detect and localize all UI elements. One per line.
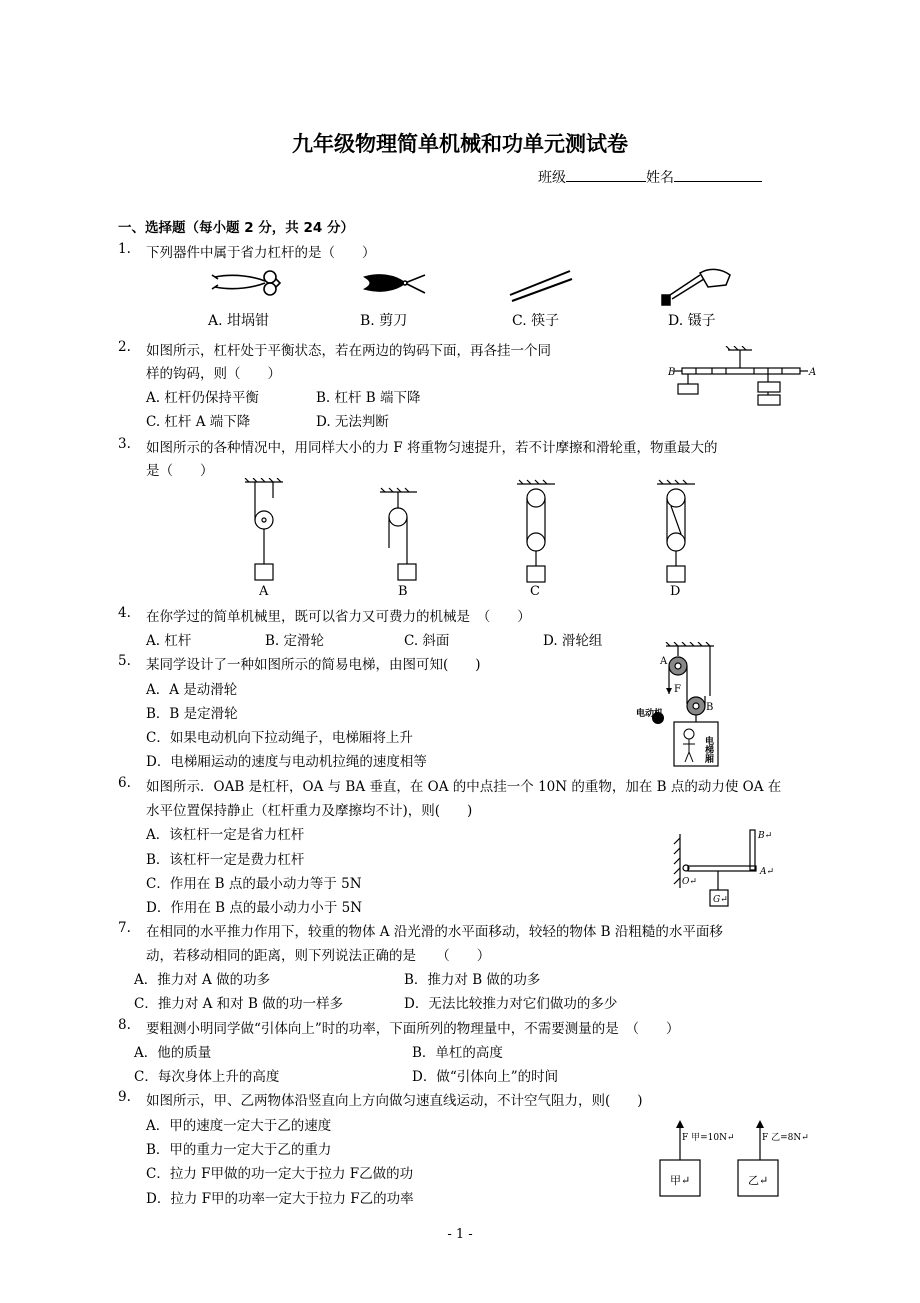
q6-opt-c[interactable]: C．作用在 B 点的最小动力等于 5N (146, 876, 362, 892)
scissors-icon (365, 275, 425, 293)
q7-line2: 动，若移动相同的距离，则下列说法正确的是 （ ） (146, 948, 491, 964)
q3-label-c: C (530, 584, 540, 598)
q8-number: 8. (118, 1017, 131, 1033)
name-label: 姓名 (646, 170, 674, 186)
q5-label-b: B (706, 702, 714, 713)
q6-line1: 如图所示．OAB 是杠杆，OA 与 BA 垂直，在 OA 的中点挂一个 10N 的重物，加在 B 点的动力使 OA 在 (146, 779, 782, 795)
q6-opt-b[interactable]: B．该杠杆一定是费力杠杆 (146, 852, 305, 868)
q9-opt-a[interactable]: A．甲的速度一定大于乙的速度 (146, 1118, 332, 1134)
q9-opt-d[interactable]: D．拉力 F甲的功率一定大于拉力 F乙的功率 (146, 1191, 414, 1207)
q4-opt-a[interactable]: A. 杠杆 (146, 633, 192, 649)
q8-opt-b[interactable]: B．单杠的高度 (412, 1045, 503, 1061)
q2-opt-b[interactable]: B. 杠杆 B 端下降 (316, 390, 421, 406)
page-number: - 1 - (447, 1227, 473, 1242)
chopsticks-icon (510, 271, 572, 301)
q3-line1: 如图所示的各种情况中，用同样大小的力 F 将重物匀速提升，若不计摩擦和滑轮重，物重最大的 (146, 440, 718, 456)
tweezers-icon (662, 269, 730, 305)
q2-line1: 如图所示，杠杆处于平衡状态，若在两边的钩码下面，再各挂一个同 (146, 343, 551, 359)
q1-caption-b: B. 剪刀 (360, 313, 408, 329)
q9-opt-c[interactable]: C．拉力 F甲做的功一定大于拉力 F乙做的功 (146, 1166, 414, 1182)
q4-opt-b[interactable]: B. 定滑轮 (265, 633, 325, 649)
q6-label-a: A↵ (760, 867, 775, 877)
q5-opt-c[interactable]: C．如果电动机向下拉动绳子，电梯厢将上升 (146, 730, 413, 746)
q9-number: 9. (118, 1089, 131, 1105)
q6-label-b: B↵ (758, 831, 773, 841)
q7-line1: 在相同的水平推力作用下，较重的物体 A 沿光滑的水平面移动，较轻的物体 B 沿粗糙的水平面移 (146, 924, 723, 940)
section-heading: 一、选择题（每小题 2 分，共 24 分） (118, 220, 354, 236)
q7-opt-d[interactable]: D．无法比较推力对它们做功的多少 (404, 996, 618, 1012)
crucible-tongs-icon (212, 271, 280, 295)
q6-opt-d[interactable]: D．作用在 B 点的最小动力小于 5N (146, 900, 363, 916)
q1-caption-c: C. 筷子 (512, 313, 560, 329)
q1-caption-a: A. 坩埚钳 (208, 313, 270, 329)
q8-text: 要粗测小明同学做“引体向上”时的功率，下面所列的物理量中，不需要测量的是 （ ） (146, 1021, 680, 1037)
name-blank[interactable] (674, 167, 762, 182)
q3-pulley-figure (235, 478, 715, 598)
q5-label-a: A (660, 656, 668, 667)
q2-lever-figure (668, 346, 818, 408)
q6-label-o: O↵ (682, 877, 697, 887)
q6-line2: 水平位置保持静止（杠杆重力及摩擦均不计)，则( ) (146, 803, 473, 819)
q9-opt-b[interactable]: B．甲的重力一定大于乙的重力 (146, 1142, 332, 1158)
q1-number: 1. (118, 241, 131, 257)
q6-opt-a[interactable]: A．该杠杆一定是省力杠杆 (146, 827, 305, 843)
q9-force-yi: F 乙=8N↵ (762, 1133, 809, 1143)
q2-opt-c[interactable]: C. 杠杆 A 端下降 (146, 414, 251, 430)
q1-caption-d: D. 镊子 (668, 313, 716, 329)
q8-opt-a[interactable]: A．他的质量 (134, 1045, 212, 1061)
page-title: 九年级物理简单机械和功单元测试卷 (292, 132, 628, 156)
q2-line2: 样的钩码，则（ ） (146, 366, 281, 382)
q3-line2: 是（ ） (146, 463, 214, 479)
q3-label-b: B (398, 584, 408, 598)
q5-number: 5. (118, 653, 131, 669)
q5-elevator-figure (636, 642, 726, 768)
q5-label-f: F (674, 684, 681, 695)
q8-opt-c[interactable]: C．每次身体上升的高度 (134, 1069, 280, 1085)
q7-opt-a[interactable]: A．推力对 A 做的功多 (134, 972, 271, 988)
q9-box-yi: 乙↵ (748, 1174, 769, 1187)
student-info (538, 167, 762, 187)
q7-opt-b[interactable]: B．推力对 B 做的功多 (404, 972, 541, 988)
q2-label-a: A (809, 367, 817, 378)
q4-text: 在你学过的简单机械里，既可以省力又可费力的机械是 （ ） (146, 609, 531, 625)
person-icon (683, 729, 695, 762)
q5-opt-d[interactable]: D．电梯厢运动的速度与电动机拉绳的速度相等 (146, 754, 427, 770)
q2-opt-a[interactable]: A. 杠杆仍保持平衡 (146, 390, 259, 406)
q6-lever-figure (670, 826, 780, 914)
q5-opt-b[interactable]: B．B 是定滑轮 (146, 706, 238, 722)
q4-opt-c[interactable]: C. 斜面 (404, 633, 450, 649)
q9-force-figure (650, 1116, 820, 1202)
q2-number: 2. (118, 339, 131, 355)
q7-number: 7. (118, 920, 131, 936)
q2-label-b: B (668, 367, 676, 378)
q1-text: 下列器件中属于省力杠杆的是（ ） (146, 245, 376, 261)
q9-force-jia: F 甲=10N↵ (682, 1133, 735, 1143)
q4-number: 4. (118, 605, 131, 621)
q5-label-motor: 电动机 (636, 709, 664, 719)
class-blank[interactable] (566, 167, 646, 182)
class-label: 班级 (538, 170, 566, 186)
q7-opt-c[interactable]: C．推力对 A 和对 B 做的功一样多 (134, 996, 344, 1012)
q3-label-a: A (259, 584, 269, 598)
q5-opt-a[interactable]: A．A 是动滑轮 (146, 682, 238, 698)
q4-opt-d[interactable]: D. 滑轮组 (543, 633, 603, 649)
q3-number: 3. (118, 436, 131, 452)
q5-label-cabin: 电梯厢 (703, 736, 713, 763)
q1-tools-figure (200, 265, 760, 333)
q2-opt-d[interactable]: D. 无法判断 (316, 414, 389, 430)
q9-text: 如图所示，甲、乙两物体沿竖直向上方向做匀速直线运动，不计空气阻力，则( ) (146, 1093, 643, 1109)
q8-opt-d[interactable]: D．做“引体向上”的时间 (412, 1069, 559, 1085)
q9-box-jia: 甲↵ (670, 1174, 691, 1187)
q6-label-g: G↵ (713, 895, 728, 905)
q3-label-d: D (670, 584, 681, 598)
q6-number: 6. (118, 775, 131, 791)
q5-text: 某同学设计了一种如图所示的简易电梯，由图可知( ) (146, 657, 481, 673)
